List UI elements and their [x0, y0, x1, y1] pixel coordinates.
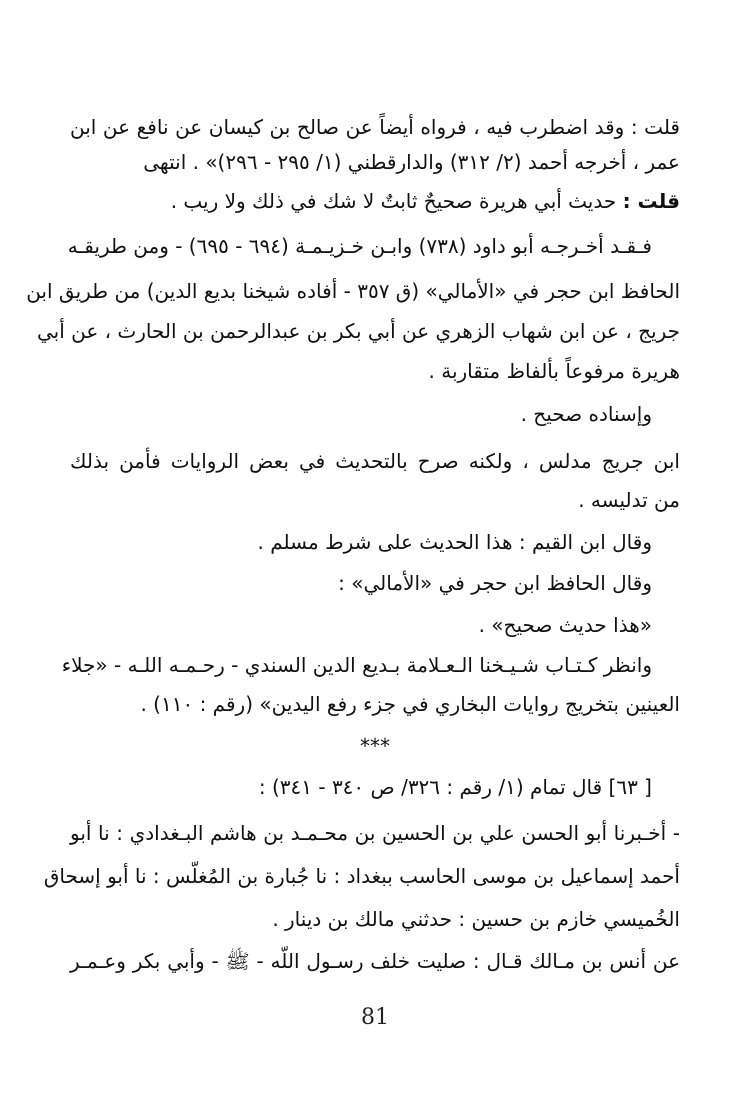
text-line-7: هريرة مرفوعاً بألفاظ متقاربة .: [428, 359, 680, 383]
text-line-14: وانظر كـتـاب شـيـخنا الـعـلامة بـديع الدين السندي - رحـمـه اللـه - «جلاء: [61, 653, 652, 677]
text-line-15: العينين بتخريج روايات البخاري في جزء رفع اليدين» (رقم : ١١٠) .: [140, 692, 680, 716]
text-line-3: [70, 186, 680, 216]
text-line-19: الخُميسي خازم بن حسين : حدثني مالك بن دينار .: [272, 907, 680, 931]
text-line-11: وقال ابن القيم : هذا الحديث على شرط مسلم .: [257, 530, 652, 554]
text-line-1: قلت : وقد اضطرب فيه ، فرواه أيضاً عن صالح بن كيسان عن نافع عن ابن: [70, 115, 680, 139]
text-line-5: الحافظ ابن حجر في «الأمالي» (ق ٣٥٧ - أفاده شيخنا بديع الدين) من طريق ابن: [26, 279, 680, 303]
text-line-18: أحمد إسماعيل بن موسى الحاسب ببغداد : نا جُبارة بن المُغلّس : نا أبو إسحاق: [43, 864, 680, 888]
text-line-2: عمر ، أخرجه أحمد (٢/ ٣١٢) والدارقطني (١/ ٢٩٥ - ٢٩٦)» . انتهى: [143, 150, 680, 174]
text-line-3-body: حديث أبي هريرة صحيحٌ ثابتٌ لا شك في ذلك ولا ريب .: [170, 189, 617, 213]
text-line-12: وقال الحافظ ابن حجر في «الأمالي» :: [338, 571, 652, 595]
text-line-20: عن أنس بن مـالك قـال : صليت خلف رسـول اللّه - ﷺ - وأبي بكر وعـمـر: [70, 949, 680, 973]
section-separator: ***: [360, 734, 390, 758]
text-line-6: جريج ، عن ابن شهاب الزهري عن أبي بكر بن عبدالرحمن بن الحارث ، عن أبي: [36, 319, 680, 343]
page-number: 81: [361, 1005, 389, 1030]
text-line-10: من تدليسه .: [578, 488, 680, 512]
text-line-13: «هذا حديث صحيح» .: [478, 613, 652, 637]
text-line-16: [ ٦٣] قال تمام (١/ رقم : ٣٢٦/ ص ٣٤٠ - ٣٤١) :: [258, 775, 652, 799]
text-line-4: فـقـد أخـرجـه أبو داود (٧٣٨) وابـن خـزيـمـة (٦٩٤ - ٦٩٥) - ومن طريقـه: [67, 234, 652, 258]
text-line-8: وإسناده صحيح .: [520, 402, 652, 426]
text-line-17: - أخـبرنا أبو الحسن علي بن الحسين بن محـمـد بن هاشم البـغدادي : نا أبو: [70, 821, 680, 845]
text-line-9: ابن جريج مدلس ، ولكنه صرح بالتحديث في بعض الروايات فأمن بذلك: [70, 449, 680, 473]
bold-prefix: قلت :: [622, 189, 680, 213]
